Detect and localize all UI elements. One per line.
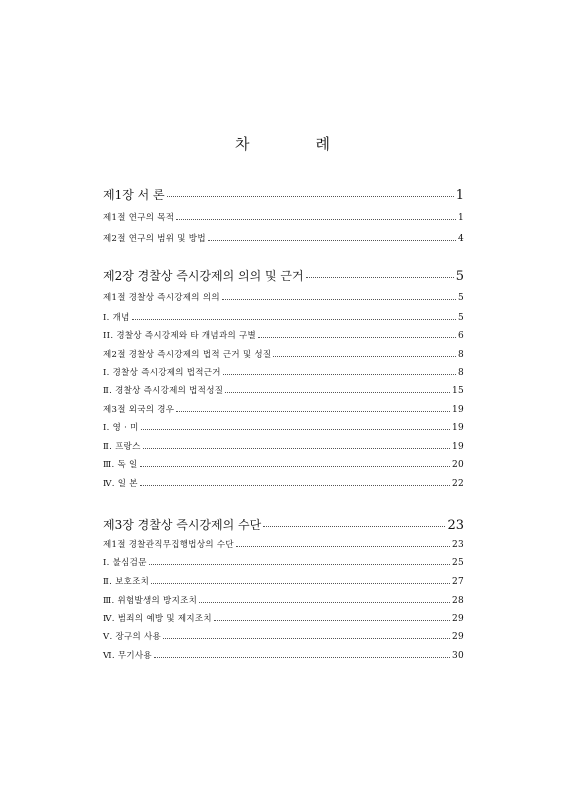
- dot-leader: [167, 196, 454, 197]
- toc-page-number: 5: [455, 269, 464, 284]
- dot-leader: [154, 657, 450, 658]
- toc-page-number: 6: [457, 331, 464, 341]
- toc-entry-label: Ⅴ. 장구의 사용: [103, 632, 161, 642]
- toc-chapter-entry: [103, 267, 464, 284]
- title-left-char: 차: [235, 135, 250, 153]
- toc-entry: [103, 538, 464, 550]
- toc-entry-label: 제2장 경찰상 즉시강제의 의의 및 근거: [103, 269, 304, 283]
- toc-page-number: 25: [451, 558, 464, 568]
- dot-leader: [236, 546, 450, 547]
- toc-page-number: 1: [455, 188, 464, 203]
- toc-entry: [103, 575, 464, 587]
- toc-entry: [103, 403, 464, 415]
- toc-entry-label: 제3장 경찰상 즉시강제의 수단: [103, 518, 262, 532]
- toc-page-number: 8: [457, 350, 464, 360]
- dot-leader: [225, 392, 450, 393]
- toc-entry: [103, 458, 464, 470]
- toc-page-number: 29: [451, 614, 464, 624]
- toc-entry-label: 제1절 경찰상 즉시강제의 의의: [103, 293, 220, 303]
- dot-leader: [141, 429, 450, 430]
- toc-entry-label: 제1절 경찰관직무집행법상의 수단: [103, 540, 234, 550]
- dot-leader: [208, 240, 456, 241]
- toc-entry-label: II. 경찰상 즉시강제와 타 개념과의 구별: [103, 331, 256, 341]
- toc-page-number: 23: [447, 518, 464, 533]
- page-title: [0, 133, 565, 154]
- toc-entry: [103, 594, 464, 606]
- dot-leader: [176, 219, 456, 220]
- toc-page-number: 15: [451, 386, 464, 396]
- toc-entry-label: Ⅵ. 무기사용: [103, 651, 152, 661]
- toc-page-number: 5: [457, 293, 464, 303]
- toc-entry-label: I. 개념: [103, 313, 130, 323]
- dot-leader: [223, 374, 456, 375]
- toc-entry-label: Ⅲ. 위험발생의 방지조치: [103, 596, 198, 606]
- dot-leader: [149, 564, 450, 565]
- toc-entry: [103, 211, 464, 223]
- dot-leader: [176, 411, 450, 412]
- toc-page-number: 19: [451, 405, 464, 415]
- toc-page-number: 4: [457, 234, 464, 244]
- dot-leader: [214, 620, 450, 621]
- toc-page-number: 30: [451, 651, 464, 661]
- dot-leader: [140, 485, 450, 486]
- toc-entry: [103, 291, 464, 303]
- dot-leader: [263, 526, 445, 527]
- toc-entry-label: Ⅱ. 보호조치: [103, 577, 150, 587]
- dot-leader: [151, 583, 450, 584]
- toc-entry-label: 제1절 연구의 목적: [103, 213, 175, 223]
- toc-entry-label: Ⅰ. 영 · 미: [103, 423, 139, 433]
- toc-entry: [103, 329, 464, 341]
- toc-page-number: 22: [451, 479, 464, 489]
- dot-leader: [199, 602, 450, 603]
- toc-entry-label: Ⅲ. 독 일: [103, 460, 138, 470]
- toc-entry-label: Ⅱ. 경찰상 즉시강제의 법적성질: [103, 386, 224, 396]
- toc-entry-label: Ⅳ. 일 본: [103, 479, 138, 489]
- toc-page-number: 1: [457, 213, 464, 223]
- toc-entry-label: Ⅰ. 경찰상 즉시강제의 법적근거: [103, 368, 221, 378]
- toc-entry-label: Ⅱ. 프랑스: [103, 442, 141, 452]
- toc-entry: [103, 612, 464, 624]
- toc-entry-label: Ⅰ. 불심검문: [103, 558, 147, 568]
- dot-leader: [132, 319, 456, 320]
- toc-entry: [103, 477, 464, 489]
- toc-entry-label: 제1장 서 론: [103, 188, 165, 202]
- toc-entry: [103, 366, 464, 378]
- dot-leader: [143, 448, 450, 449]
- dot-leader: [273, 356, 456, 357]
- dot-leader: [163, 638, 450, 639]
- toc-page-number: 8: [457, 368, 464, 378]
- dot-leader: [222, 299, 456, 300]
- toc-chapter-entry: [103, 516, 464, 533]
- toc-entry: [103, 649, 464, 661]
- toc-entry: [103, 311, 464, 323]
- toc-entry: [103, 384, 464, 396]
- toc-entry-label: 제2절 경찰상 즉시강제의 법적 근거 및 성질: [103, 350, 272, 360]
- dot-leader: [258, 337, 456, 338]
- toc-page-number: 28: [451, 596, 464, 606]
- toc-page-number: 23: [451, 540, 464, 550]
- title-right-char: 례: [315, 135, 330, 153]
- toc-chapter-entry: [103, 186, 464, 203]
- toc-entry: [103, 440, 464, 452]
- toc-entry: [103, 232, 464, 244]
- toc-page-number: 19: [451, 423, 464, 433]
- toc-page-number: 29: [451, 632, 464, 642]
- toc-entry: [103, 348, 464, 360]
- toc-entry-label: 제2절 연구의 범위 및 방법: [103, 234, 206, 244]
- toc-entry: [103, 421, 464, 433]
- toc-page-number: 19: [451, 442, 464, 452]
- dot-leader: [140, 466, 450, 467]
- toc-entry-label: 제3절 외국의 경우: [103, 405, 175, 415]
- toc-entry: [103, 630, 464, 642]
- toc-entry-label: Ⅳ. 범죄의 예방 및 제지조치: [103, 614, 212, 624]
- toc-page-number: 5: [457, 313, 464, 323]
- dot-leader: [306, 277, 454, 278]
- toc-page-number: 27: [451, 577, 464, 587]
- toc-entry: [103, 556, 464, 568]
- toc-page-number: 20: [451, 460, 464, 470]
